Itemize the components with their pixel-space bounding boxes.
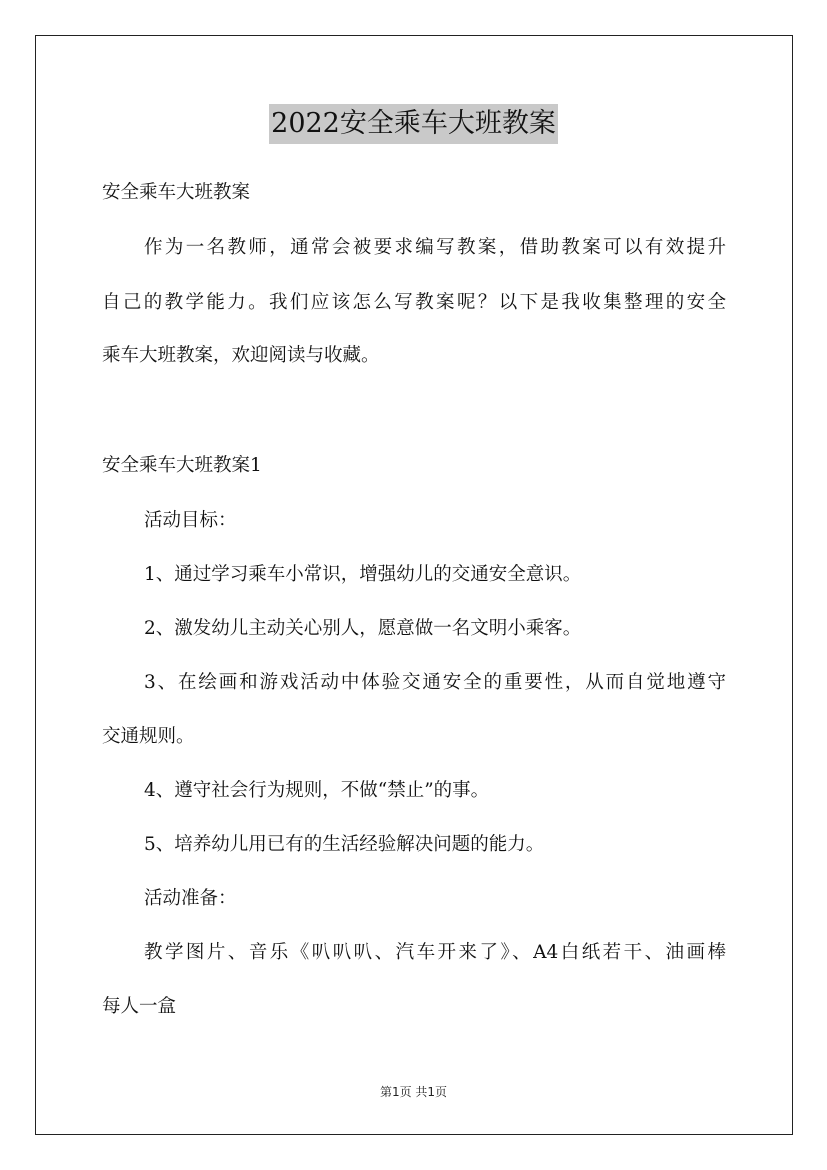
goal-item-continuation: 交通规则。 (102, 726, 195, 747)
prep-line: 教学图片、音乐《叭叭叭、汽车开来了》、A4白纸若干、油画棒 (144, 942, 726, 963)
intro-line: 自己的教学能力。我们应该怎么写教案呢？以下是我收集整理的安全 (102, 292, 726, 313)
prep-line: 每人一盒 (102, 996, 177, 1017)
title-text: 2022安全乘车大班教案 (269, 104, 558, 144)
goal-item: 2、激发幼儿主动关心别人，愿意做一名文明小乘客。 (144, 618, 582, 639)
intro-line: 作为一名教师，通常会被要求编写教案，借助教案可以有效提升 (144, 237, 726, 258)
goal-item: 3、在绘画和游戏活动中体验交通安全的重要性，从而自觉地遵守 (144, 672, 726, 693)
goal-item: 5、培养幼儿用已有的生活经验解决问题的能力。 (144, 834, 545, 855)
intro-line: 乘车大班教案，欢迎阅读与收藏。 (102, 345, 380, 366)
goals-label: 活动目标： (144, 510, 237, 531)
subtitle: 安全乘车大班教案 (102, 182, 251, 203)
document-title (0, 102, 827, 146)
section-heading: 安全乘车大班教案1 (102, 455, 262, 476)
prep-label: 活动准备： (144, 888, 237, 909)
goal-item: 4、遵守社会行为规则，不做“禁止”的事。 (144, 780, 490, 801)
page-footer: 第1页 共1页 (379, 1085, 448, 1099)
goal-item: 1、通过学习乘车小常识，增强幼儿的交通安全意识。 (144, 564, 582, 585)
